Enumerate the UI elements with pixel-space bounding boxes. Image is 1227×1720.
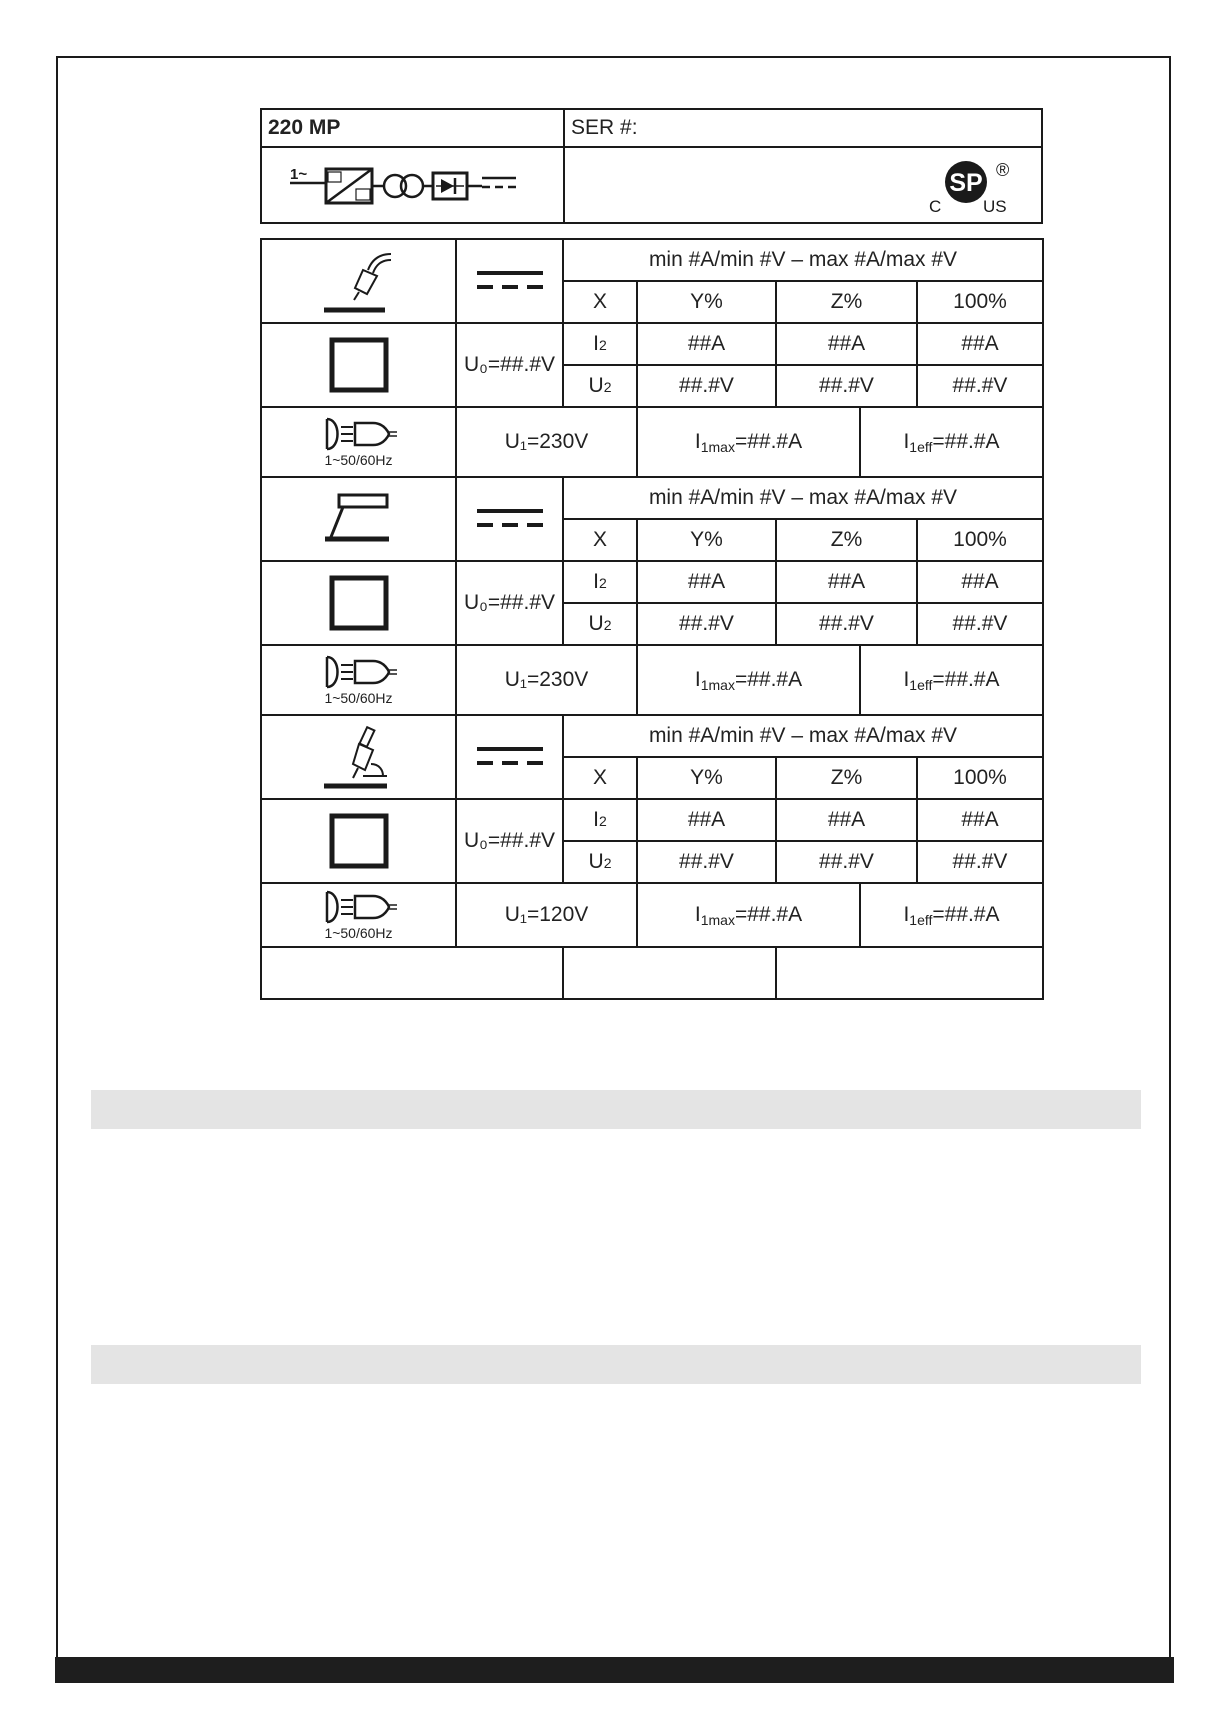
- i2-base: I: [593, 808, 600, 831]
- plug-icon: [319, 890, 399, 924]
- output-range: min #A/min #V – max #A/max #V: [563, 239, 1043, 281]
- i1eff-base: I: [903, 902, 910, 926]
- csa-cell: [564, 147, 1042, 223]
- u2-value-100: ##.#V: [917, 603, 1043, 645]
- u2-label: [563, 365, 637, 407]
- i1eff-base: I: [903, 667, 910, 691]
- duty-cycle-x: X: [563, 281, 637, 323]
- supply-voltage: U₁=230V: [456, 645, 637, 715]
- i2-sub: 2: [599, 813, 607, 829]
- u2-value-y: ##.#V: [637, 365, 776, 407]
- u2-value-z: ##.#V: [776, 603, 917, 645]
- u2-value-y: ##.#V: [637, 841, 776, 883]
- i1max-base: I: [694, 902, 701, 926]
- output-range: min #A/min #V – max #A/max #V: [563, 715, 1043, 757]
- i2-value-100: ##A: [917, 799, 1043, 841]
- i1max-value: =##.#A: [734, 667, 803, 691]
- blank-cell: [261, 947, 563, 999]
- duty-cycle-x: X: [563, 757, 637, 799]
- u2-value-y: ##.#V: [637, 603, 776, 645]
- footer-bar: [55, 1657, 1174, 1683]
- csa-certification-icon: [923, 150, 1013, 220]
- i2-value-100: ##A: [917, 323, 1043, 365]
- u2-value-z: ##.#V: [776, 841, 917, 883]
- section-band: [91, 1345, 1141, 1384]
- blank-cell: [776, 947, 1043, 999]
- mig-gun-icon: [319, 248, 399, 314]
- csa-us-label: US: [983, 197, 1007, 216]
- i2-value-z: ##A: [776, 799, 917, 841]
- plug-cell: [261, 407, 456, 477]
- i1eff-value: =##.#A: [932, 667, 1000, 691]
- max-input-current: [637, 645, 860, 715]
- no-load-voltage: U₀=##.#V: [456, 323, 563, 407]
- output-symbol-cell: [261, 323, 456, 407]
- i1max-base: I: [694, 429, 701, 453]
- dc-current-icon: [475, 507, 545, 531]
- i1eff-value: =##.#A: [932, 429, 1000, 453]
- i1max-value: =##.#A: [734, 429, 803, 453]
- i1eff-value: =##.#A: [932, 902, 1000, 926]
- i1eff-sub: 1eff: [909, 911, 933, 928]
- i1eff-base: I: [903, 429, 910, 453]
- u2-sub: 2: [603, 617, 612, 633]
- duty-cycle-y: Y%: [637, 519, 776, 561]
- model-name: 220 MP: [261, 109, 564, 147]
- dc-current-icon: [475, 269, 545, 293]
- i2-base: I: [593, 570, 600, 593]
- output-symbol-cell: [261, 561, 456, 645]
- blank-cell: [563, 947, 776, 999]
- eff-input-current: [860, 883, 1043, 947]
- section-band: [91, 1090, 1141, 1129]
- u2-base: U: [588, 850, 604, 873]
- u2-value-100: ##.#V: [917, 365, 1043, 407]
- plug-cell: [261, 645, 456, 715]
- u2-base: U: [588, 374, 604, 397]
- process-icon-cell: [261, 239, 456, 323]
- i2-label: [563, 799, 637, 841]
- i2-value-y: ##A: [637, 561, 776, 603]
- i1max-sub: 1max: [700, 438, 735, 455]
- u2-value-100: ##.#V: [917, 841, 1043, 883]
- max-input-current: [637, 883, 860, 947]
- i2-value-100: ##A: [917, 561, 1043, 603]
- plug-cell: [261, 883, 456, 947]
- i2-label: [563, 561, 637, 603]
- u2-value-z: ##.#V: [776, 365, 917, 407]
- i2-value-y: ##A: [637, 323, 776, 365]
- supply-voltage: U₁=230V: [456, 407, 637, 477]
- stick-electrode-icon: [319, 724, 399, 790]
- duty-cycle-y: Y%: [637, 757, 776, 799]
- plate-header: [260, 108, 1043, 224]
- output-square-icon: [329, 575, 389, 631]
- plug-icon: [319, 655, 399, 689]
- i2-value-z: ##A: [776, 561, 917, 603]
- phase-label: 1~: [289, 166, 307, 183]
- output-square-icon: [329, 337, 389, 393]
- output-range: min #A/min #V – max #A/max #V: [563, 477, 1043, 519]
- process-icon-cell: [261, 477, 456, 561]
- ratings-table: [260, 238, 1044, 1000]
- i2-base: I: [593, 332, 600, 355]
- i1eff-sub: 1eff: [909, 676, 933, 693]
- serial-label: SER #:: [564, 109, 1042, 147]
- i2-label: [563, 323, 637, 365]
- i2-sub: 2: [599, 337, 607, 353]
- i2-sub: 2: [599, 575, 607, 591]
- process-icon-cell: [261, 715, 456, 799]
- dc-current-cell: [456, 239, 563, 323]
- rating-plate: [260, 108, 1043, 1000]
- eff-input-current: [860, 645, 1043, 715]
- dc-current-cell: [456, 477, 563, 561]
- registered-mark: ®: [996, 160, 1010, 180]
- inverter-transformer-rectifier-icon: [288, 163, 538, 207]
- i1max-value: =##.#A: [734, 902, 803, 926]
- output-square-icon: [329, 813, 389, 869]
- u2-label: [563, 603, 637, 645]
- u2-base: U: [588, 612, 604, 635]
- i1max-sub: 1max: [700, 911, 735, 928]
- csa-mark: SP: [949, 169, 983, 197]
- duty-cycle-x: X: [563, 519, 637, 561]
- u2-label: [563, 841, 637, 883]
- plug-icon: [319, 417, 399, 451]
- no-load-voltage: U₀=##.#V: [456, 799, 563, 883]
- i1max-sub: 1max: [700, 676, 735, 693]
- csa-c-label: C: [929, 197, 942, 216]
- dc-current-cell: [456, 715, 563, 799]
- duty-cycle-100: 100%: [917, 281, 1043, 323]
- i2-value-y: ##A: [637, 799, 776, 841]
- i1eff-sub: 1eff: [909, 438, 933, 455]
- duty-cycle-z: Z%: [776, 757, 917, 799]
- i1max-base: I: [694, 667, 701, 691]
- duty-cycle-100: 100%: [917, 519, 1043, 561]
- u2-sub: 2: [603, 379, 612, 395]
- max-input-current: [637, 407, 860, 477]
- supply-voltage: U₁=120V: [456, 883, 637, 947]
- dc-current-icon: [475, 745, 545, 769]
- u2-sub: 2: [603, 855, 612, 871]
- duty-cycle-z: Z%: [776, 519, 917, 561]
- no-load-voltage: U₀=##.#V: [456, 561, 563, 645]
- supply-frequency: 1~50/60Hz: [324, 690, 393, 706]
- supply-frequency: 1~50/60Hz: [324, 452, 393, 468]
- inverter-symbol-cell: [261, 147, 564, 223]
- duty-cycle-z: Z%: [776, 281, 917, 323]
- duty-cycle-y: Y%: [637, 281, 776, 323]
- eff-input-current: [860, 407, 1043, 477]
- supply-frequency: 1~50/60Hz: [324, 925, 393, 941]
- tig-torch-icon: [319, 491, 399, 547]
- duty-cycle-100: 100%: [917, 757, 1043, 799]
- i2-value-z: ##A: [776, 323, 917, 365]
- output-symbol-cell: [261, 799, 456, 883]
